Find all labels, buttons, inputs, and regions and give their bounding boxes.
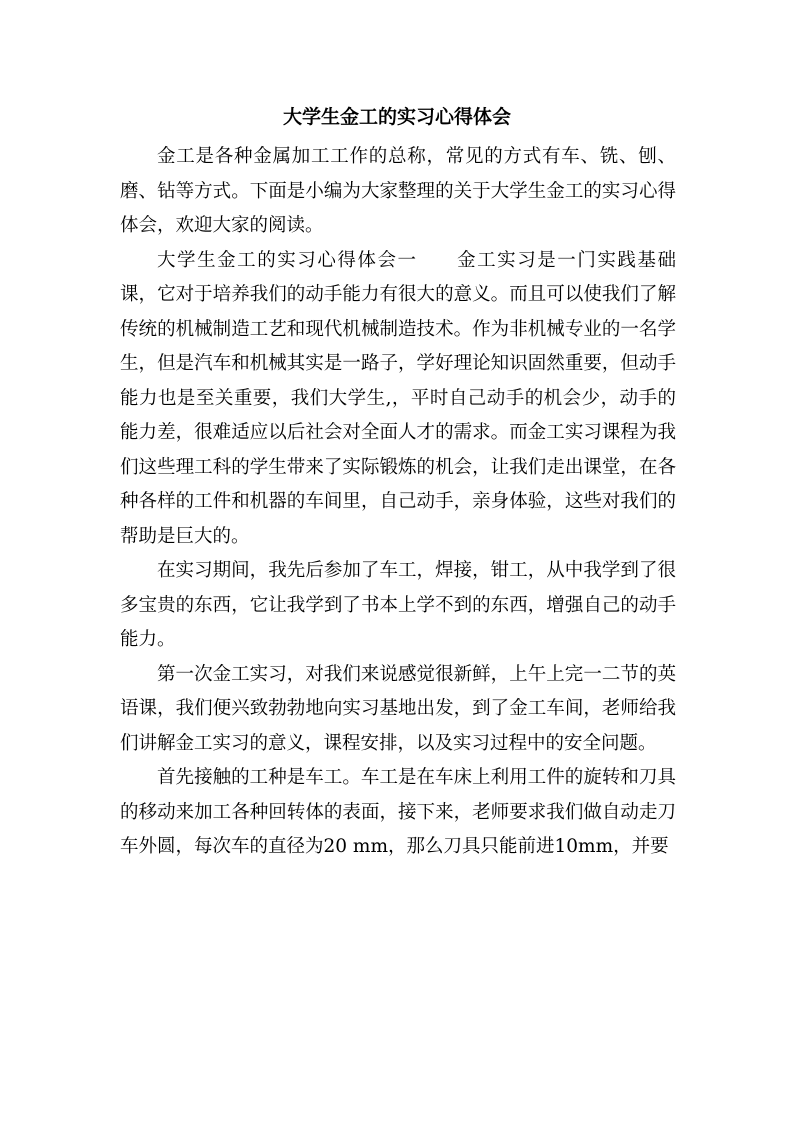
paragraph-section-one	[120, 244, 676, 555]
paragraph-first-internship: 第一次金工实习，对我们来说感觉很新鲜，上午上完一二节的英语课，我们便兴致勃勃地向实习基地出发，到了金工车间，老师给我们讲解金工实习的意义，课程安排，以及实习过程中的安全问题。	[120, 663, 676, 754]
document-body	[120, 140, 676, 865]
section-one-text: 金工实习是一门实践基础课，它对于培养我们的动手能力有很大的意义。而且可以使我们了解传统的机械制造工艺和现代机械制造技术。作为非机械专业的一名学生，但是汽车和机械其实是一路子，学好理论知识固然重要，但动手能力也是至关重要，我们大学生,，平时自己动手的机会少，动手的能力差，很难适应以后社会对全面人才的需求。而金工实习课程为我们这些理工科的学生带来了实际锻炼的机会，让我们走出课堂，在各种各样的工件和机器的车间里，自己动手，亲身体验，这些对我们的帮助是巨大的。	[120, 249, 676, 547]
paragraph-intro: 金工是各种金属加工工作的总称，常见的方式有车、铣、刨、磨、钻等方式。下面是小编为大家整理的关于大学生金工的实习心得体会，欢迎大家的阅读。	[120, 146, 676, 236]
paragraph-lathe-work: 首先接触的工种是车工。车工是在车床上利用工件的旋转和刀具的移动来加工各种回转体的表面，接下来，老师要求我们做自动走刀车外圆，每次车的直径为20 mm，那么刀具只能前进10mm，并要	[120, 767, 676, 857]
document-title: 大学生金工的实习心得体会	[282, 106, 511, 128]
paragraph-internship-period: 在实习期间，我先后参加了车工，焊接，钳工，从中我学到了很多宝贵的东西，它让我学到了书本上学不到的东西，增强自己的动手能力。	[120, 560, 676, 650]
section-heading: 大学生金工的实习心得体会一	[157, 249, 418, 271]
